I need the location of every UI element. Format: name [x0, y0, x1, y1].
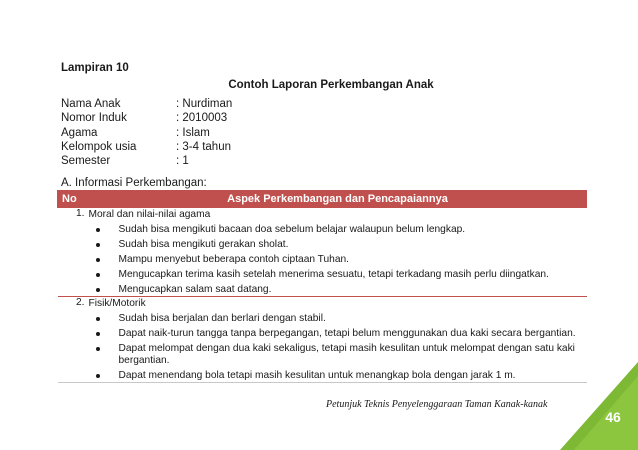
aspect-category: Fisik/Motorik [88, 297, 146, 309]
list-item: Mengucapkan salam saat datang. [89, 284, 587, 296]
info-row [61, 126, 232, 140]
row-number: 1. [58, 208, 89, 297]
info-label: Semester [61, 155, 111, 168]
table-header-row [58, 191, 587, 208]
column-header-no: No [58, 191, 89, 208]
info-row [61, 97, 232, 111]
achievement-list [89, 224, 587, 296]
list-item: Sudah bisa berjalan dan berlari dengan stabil. [89, 313, 587, 325]
aspect-category: Moral dan nilai-nilai agama [88, 209, 211, 220]
info-value: : Nurdiman [176, 98, 233, 110]
table-row [58, 208, 587, 297]
list-item: Mampu menyebut beberapa contoh ciptaan Tuhan. [89, 254, 587, 266]
info-label: Agama [61, 126, 98, 139]
info-value: : 3-4 tahun [176, 140, 231, 153]
list-item: Dapat naik-turun tangga tanpa berpegangan, tetapi belum menggunakan dua kaki secara bergantian. [89, 328, 587, 340]
footer-text: Petunjuk Teknis Penyelenggaraan Taman Kanak-kanak [326, 399, 548, 410]
column-header-aspect: Aspek Perkembangan dan Pencapaiannya [89, 191, 587, 208]
info-row [61, 154, 232, 168]
list-item: Dapat menendang bola tetapi masih kesulitan untuk menangkap bola dengan jarak 1 m. [89, 370, 587, 382]
info-value: : Islam [176, 126, 210, 139]
lampiran-label: Lampiran 10 [61, 62, 129, 74]
row-content [89, 208, 587, 297]
info-label: Nama Anak [61, 98, 121, 110]
info-value: : 1 [176, 155, 189, 168]
table-row [58, 296, 587, 382]
row-number: 2. [58, 296, 89, 382]
info-row [61, 111, 232, 125]
list-item: Sudah bisa mengikuti bacaan doa sebelum belajar walaupun belum lengkap. [89, 224, 587, 236]
section-heading: A. Informasi Perkembangan: [61, 177, 207, 189]
document-title: Contoh Laporan Perkembangan Anak [228, 79, 434, 91]
info-label: Kelompok usia [61, 140, 137, 153]
page-corner-badge [560, 362, 638, 450]
list-item: Sudah bisa mengikuti gerakan sholat. [89, 239, 587, 251]
list-item: Dapat melompat dengan dua kaki sekaligus, tetapi masih kesulitan untuk melompat dengan satu kaki bergantian. [89, 343, 587, 368]
info-row [61, 140, 232, 154]
info-label: Nomor Induk [61, 112, 127, 125]
page-number: 46 [605, 409, 621, 425]
row-content [89, 296, 587, 382]
list-item: Mengucapkan terima kasih setelah menerima sesuatu, tetapi terkadang masih perlu diingatkan. [89, 269, 587, 281]
development-table [57, 190, 587, 383]
info-value: : 2010003 [176, 112, 228, 125]
achievement-list [89, 313, 587, 383]
student-info [61, 97, 232, 168]
